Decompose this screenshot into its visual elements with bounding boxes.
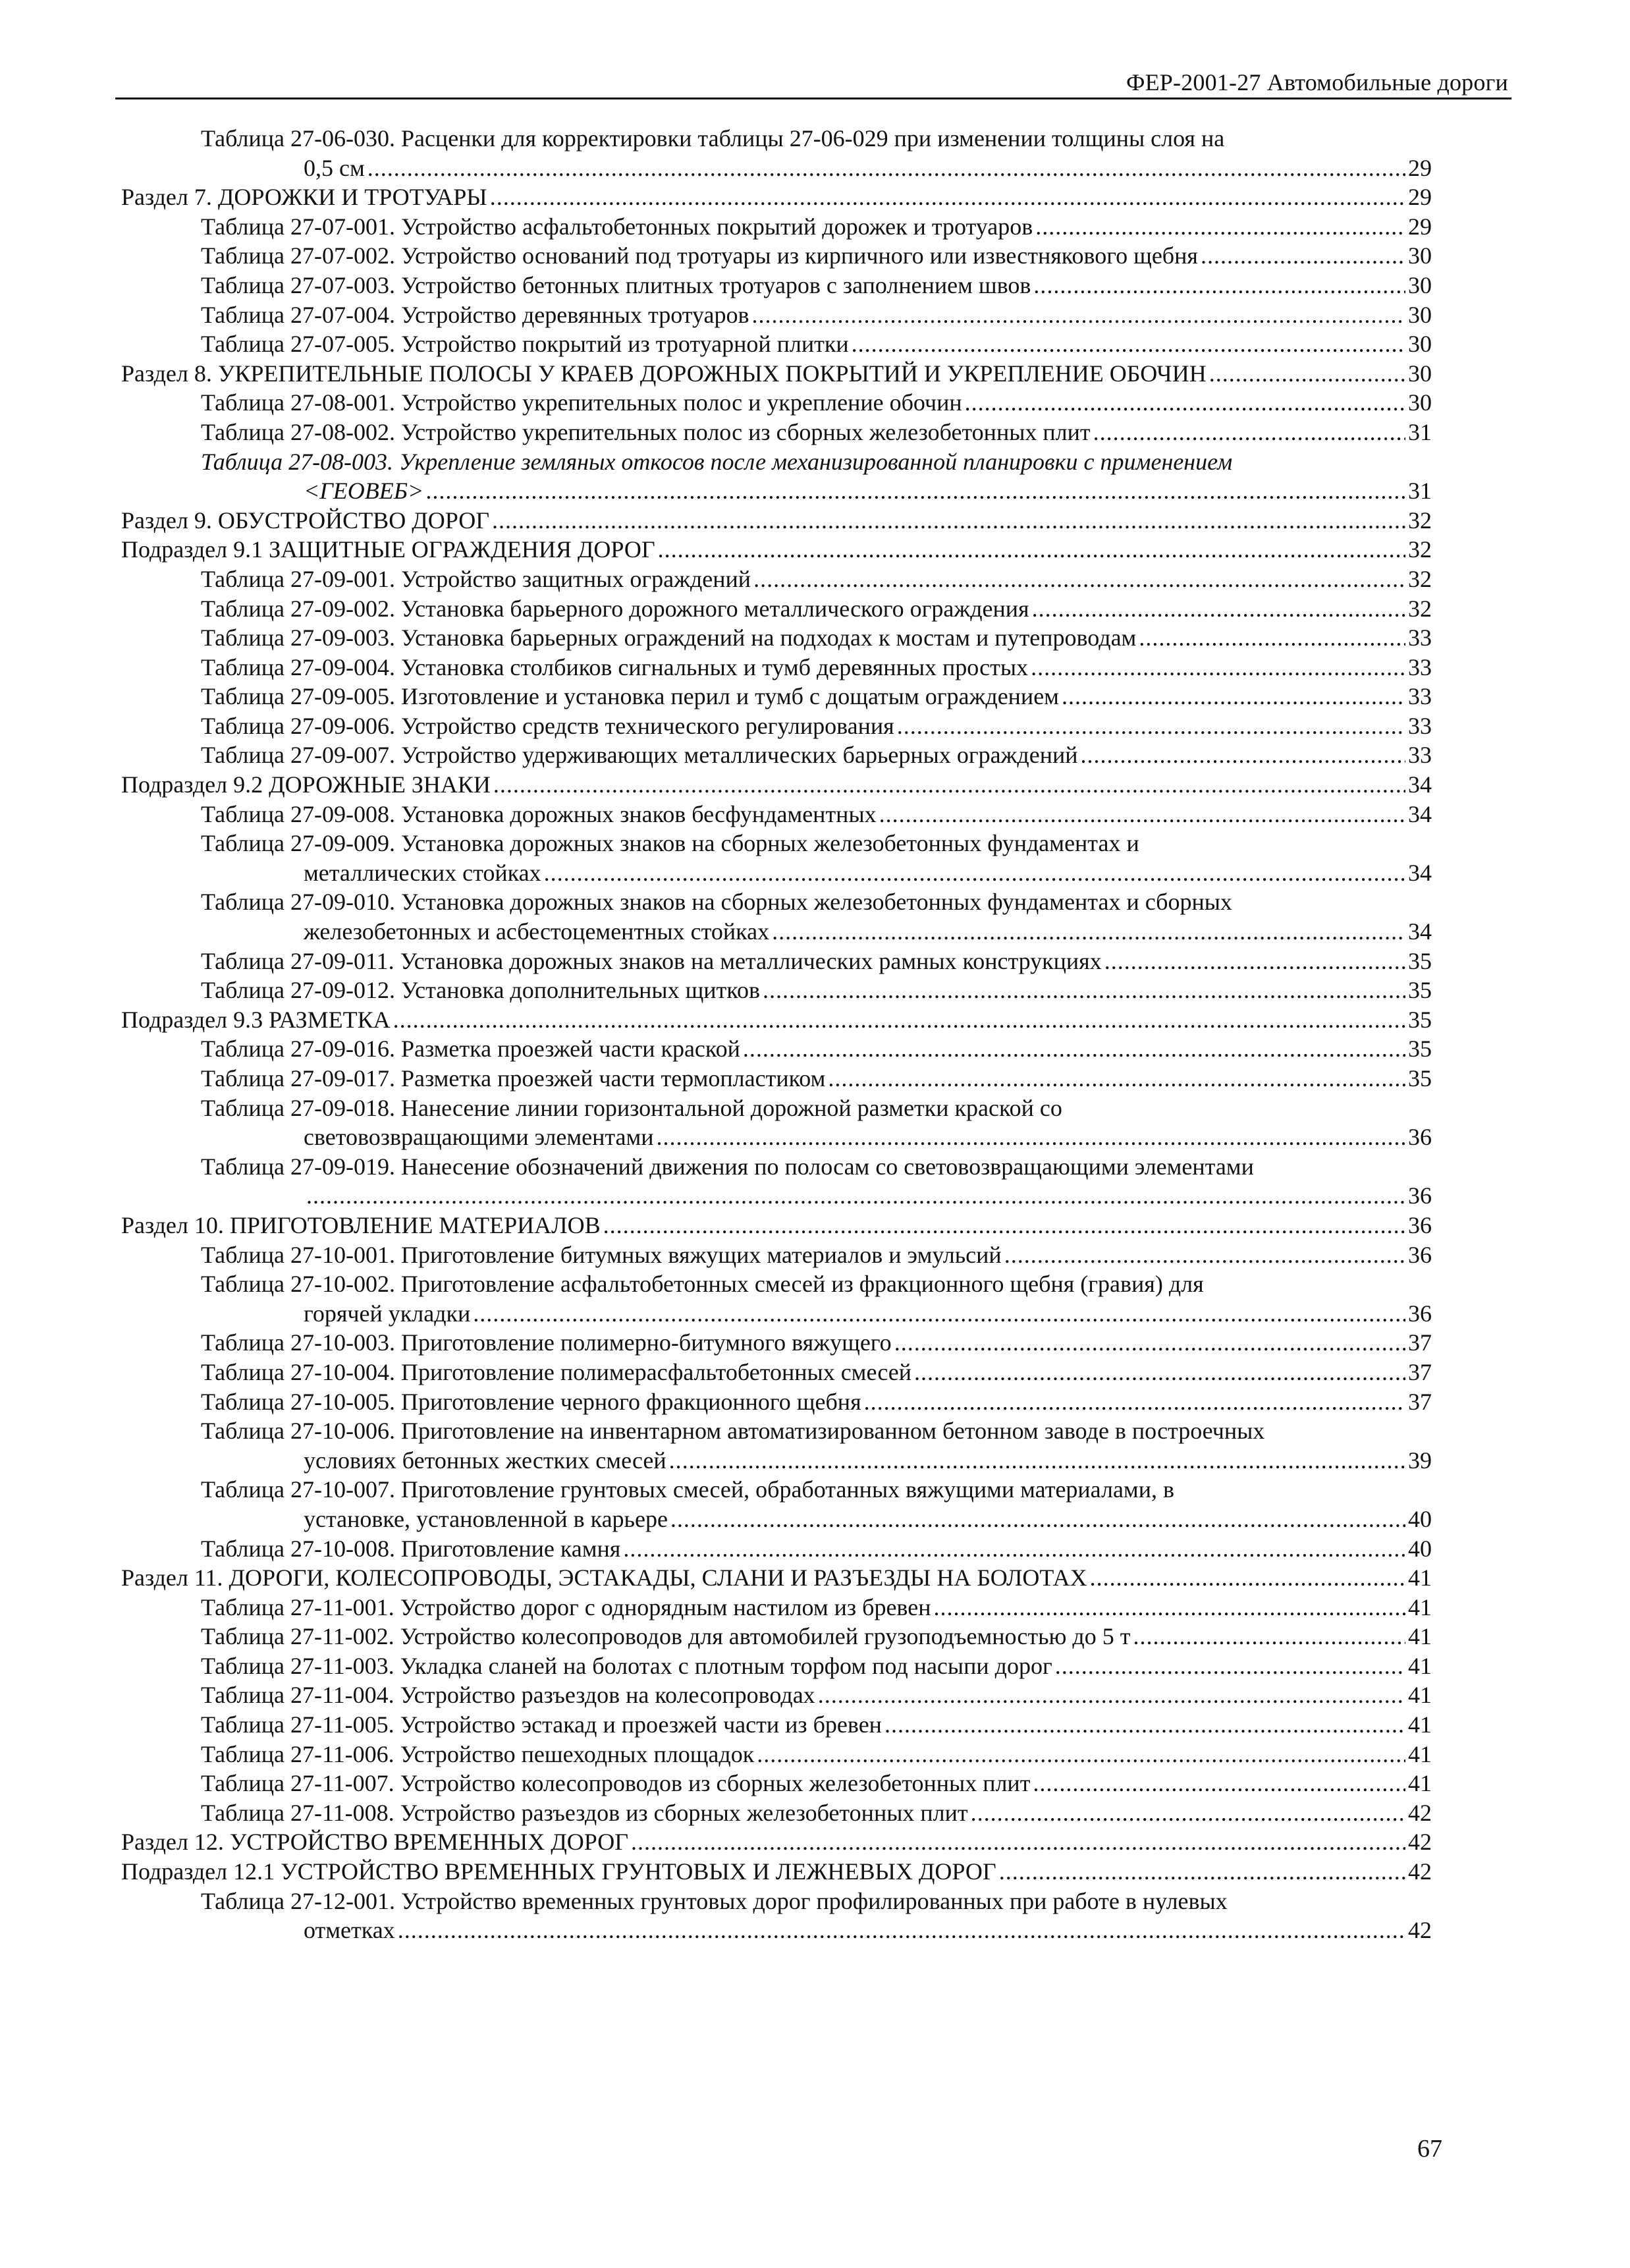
toc-entry-line xyxy=(201,1034,1432,1064)
toc-table-entry xyxy=(121,124,1432,182)
toc-entry-title: Подраздел 9.3 РАЗМЕТКА xyxy=(121,1006,391,1033)
toc-entry-title-line: Таблица 27-09-018. Нанесение линии горизонтальной дорожной разметки краской со xyxy=(201,1094,1062,1121)
toc-table-entry xyxy=(121,682,1432,711)
dot-leader xyxy=(1093,418,1405,447)
toc-page-number: 31 xyxy=(1408,478,1432,505)
toc-entry-title: Таблица 27-11-004. Устройство разъездов на колесопроводах xyxy=(201,1682,815,1709)
toc-page-number: 34 xyxy=(1408,859,1432,886)
toc-entry-title: Таблица 27-09-012. Установка дополнительных щитков xyxy=(201,977,760,1004)
toc-subsection-entry xyxy=(121,1857,1432,1887)
toc-entry-line xyxy=(121,1211,1432,1240)
dot-leader xyxy=(1033,271,1405,300)
toc-page-number: 42 xyxy=(1408,1829,1432,1856)
dot-leader xyxy=(493,770,1405,800)
toc-table-entry xyxy=(121,740,1432,770)
toc-entry-line xyxy=(201,418,1432,447)
toc-entry-title: Таблица 27-11-008. Устройство разъездов из сборных железобетонных плит xyxy=(201,1799,968,1826)
toc-page-number: 29 xyxy=(1408,154,1432,181)
toc-entry-title: Таблица 27-09-004. Установка столбиков сигнальных и тумб деревянных простых xyxy=(201,653,1029,680)
toc-entry-title: Таблица 27-09-016. Разметка проезжей части краской xyxy=(201,1036,740,1063)
toc-page-number: 42 xyxy=(1408,1917,1432,1944)
toc-table-entry xyxy=(121,1034,1432,1064)
toc-entry-line xyxy=(201,1651,1432,1681)
toc-entry-title: Таблица 27-07-004. Устройство деревянных тротуаров xyxy=(201,301,749,328)
toc-subsection-entry xyxy=(121,1005,1432,1035)
toc-table-entry xyxy=(121,1740,1432,1769)
toc-page-number: 30 xyxy=(1408,389,1432,416)
dot-leader xyxy=(1090,1563,1405,1593)
toc-table-entry xyxy=(121,447,1432,506)
toc-page-number: 41 xyxy=(1408,1740,1432,1767)
toc-page-number: 42 xyxy=(1408,1858,1432,1885)
toc-table-entry xyxy=(121,1651,1432,1681)
toc-page-number: 37 xyxy=(1408,1329,1432,1356)
dot-leader xyxy=(852,329,1405,359)
toc-page-number: 41 xyxy=(1408,1652,1432,1679)
toc-entry-line xyxy=(201,917,1432,947)
toc-page-number: 39 xyxy=(1408,1447,1432,1474)
toc-entry-title: Таблица 27-08-002. Устройство укрепительных полос из сборных железобетонных плит xyxy=(201,418,1091,445)
toc-table-entry xyxy=(121,565,1432,594)
toc-table-entry xyxy=(121,212,1432,242)
toc-entry-title: отметках xyxy=(304,1917,395,1944)
toc-entry-title-line: Таблица 27-09-010. Установка дорожных знаков на сборных железобетонных фундаментах и сборных xyxy=(201,889,1232,916)
toc-page-number: 33 xyxy=(1408,712,1432,739)
toc-page-number: 41 xyxy=(1408,1711,1432,1738)
toc-entry-title: Таблица 27-09-008. Установка дорожных знаков бесфундаментных xyxy=(201,800,877,827)
toc-entry-line xyxy=(201,1122,1432,1152)
toc-page-number: 30 xyxy=(1408,242,1432,269)
toc-entry-line xyxy=(201,1593,1432,1622)
dot-leader xyxy=(306,1181,1405,1211)
toc-entry-title-line: Таблица 27-10-006. Приготовление на инвентарном автоматизированном бетонном заводе в построечных xyxy=(201,1418,1265,1445)
toc-section-entry xyxy=(121,1827,1432,1857)
toc-subsection-entry xyxy=(121,535,1432,565)
toc-entry-title: железобетонных и асбестоцементных стойках xyxy=(304,918,770,945)
dot-leader xyxy=(1201,241,1405,271)
dot-leader xyxy=(1035,212,1405,242)
toc-page-number: 32 xyxy=(1408,565,1432,592)
toc-entry-title: Таблица 27-11-006. Устройство пешеходных площадок xyxy=(201,1740,755,1767)
toc-table-entry xyxy=(121,1622,1432,1651)
toc-entry-title: Таблица 27-11-005. Устройство эстакад и проезжей части из бревен xyxy=(201,1711,882,1738)
toc-table-entry xyxy=(121,594,1432,624)
toc-entry-title-line: Таблица 27-12-001. Устройство временных грунтовых дорог профилированных при работе в нулевых xyxy=(201,1887,1228,1914)
toc-table-entry xyxy=(121,800,1432,829)
toc-entry-line xyxy=(201,1387,1432,1417)
dot-leader xyxy=(492,506,1405,536)
dot-leader xyxy=(367,153,1405,183)
toc-entry-line xyxy=(201,1299,1432,1329)
toc-entry-line xyxy=(201,800,1432,829)
toc-entry-line xyxy=(201,1710,1432,1740)
toc-table-entry xyxy=(121,329,1432,359)
dot-leader xyxy=(1104,947,1405,976)
toc-table-entry xyxy=(121,1710,1432,1740)
dot-leader xyxy=(933,1593,1405,1622)
toc-table-entry xyxy=(121,829,1432,887)
toc-page-number: 32 xyxy=(1408,507,1432,534)
toc-table-entry xyxy=(121,1416,1432,1475)
toc-page-number: 33 xyxy=(1408,742,1432,769)
toc-page-number: 37 xyxy=(1408,1358,1432,1385)
toc-entry-line xyxy=(201,1680,1432,1710)
dot-leader xyxy=(1031,653,1405,682)
dot-leader xyxy=(623,1534,1405,1564)
toc-entry-title-line: Таблица 27-09-009. Установка дорожных знаков на сборных железобетонных фундаментах и xyxy=(201,830,1139,857)
toc-entry-line xyxy=(201,1505,1432,1534)
dot-leader xyxy=(752,300,1405,330)
toc-page-number: 36 xyxy=(1408,1211,1432,1238)
toc-entry-title: Таблица 27-11-001. Устройство дорог с однорядным настилом из бревен xyxy=(201,1593,931,1620)
toc-entry-title: Таблица 27-07-001. Устройство асфальтобетонных покрытий дорожек и тротуаров xyxy=(201,213,1033,240)
dot-leader xyxy=(818,1680,1405,1710)
toc-entry-title: металлических стойках xyxy=(304,859,541,886)
toc-entry-line xyxy=(201,653,1432,682)
toc-table-entry xyxy=(121,1475,1432,1534)
page-number: 67 xyxy=(1417,2135,1442,2163)
toc-page-number: 41 xyxy=(1408,1593,1432,1620)
toc-entry-title: Таблица 27-09-006. Устройство средств технического регулирования xyxy=(201,712,894,739)
dot-leader xyxy=(879,800,1405,829)
toc-entry-title: Таблица 27-09-011. Установка дорожных знаков на металлических рамных конструкциях xyxy=(201,947,1102,974)
toc-page-number: 35 xyxy=(1408,1036,1432,1063)
table-of-contents xyxy=(121,124,1432,1945)
toc-table-entry xyxy=(121,947,1432,976)
toc-table-entry xyxy=(121,1358,1432,1387)
toc-entry-line xyxy=(201,594,1432,624)
toc-page-number: 40 xyxy=(1408,1535,1432,1562)
toc-entry-line xyxy=(201,1798,1432,1828)
toc-table-entry xyxy=(121,623,1432,653)
dot-leader xyxy=(1133,1622,1405,1651)
toc-entry-title: Таблица 27-10-004. Приготовление полимерасфальтобетонных смесей xyxy=(201,1358,911,1385)
toc-page-number: 29 xyxy=(1408,213,1432,240)
toc-table-entry xyxy=(121,711,1432,741)
toc-page-number: 41 xyxy=(1408,1623,1432,1650)
toc-entry-title: условиях бетонных жестких смесей xyxy=(304,1447,666,1474)
toc-table-entry xyxy=(121,1064,1432,1093)
toc-table-entry xyxy=(121,1240,1432,1270)
toc-entry-line xyxy=(201,711,1432,741)
toc-page-number: 41 xyxy=(1408,1682,1432,1709)
toc-page-number: 31 xyxy=(1408,418,1432,445)
toc-entry-title: установке, установленной в карьере xyxy=(304,1505,668,1532)
toc-table-entry xyxy=(121,388,1432,418)
toc-table-entry xyxy=(121,1093,1432,1152)
toc-table-entry xyxy=(121,1593,1432,1622)
toc-page-number: 36 xyxy=(1408,1182,1432,1209)
dot-leader xyxy=(828,1064,1405,1093)
dot-leader xyxy=(398,1916,1405,1945)
toc-entry-title: световозвращающими элементами xyxy=(304,1124,654,1151)
dot-leader xyxy=(1032,594,1405,624)
dot-leader xyxy=(544,858,1405,888)
dot-leader xyxy=(669,1446,1405,1476)
dot-leader xyxy=(999,1857,1405,1887)
dot-leader xyxy=(426,476,1405,506)
toc-table-entry xyxy=(121,1534,1432,1564)
dot-leader xyxy=(1209,359,1405,389)
toc-entry-line xyxy=(201,1622,1432,1651)
toc-entry-title: Раздел 11. ДОРОГИ, КОЛЕСОПРОВОДЫ, ЭСТАКАДЫ, СЛАНИ И РАЗЪЕЗДЫ НА БОЛОТАХ xyxy=(121,1564,1087,1591)
toc-entry-line xyxy=(121,1827,1432,1857)
toc-section-entry xyxy=(121,182,1432,212)
toc-entry-title: <ГЕОВЕБ> xyxy=(304,478,424,505)
dot-leader xyxy=(1081,740,1405,770)
toc-page-number: 36 xyxy=(1408,1300,1432,1327)
toc-page-number: 35 xyxy=(1408,947,1432,974)
toc-entry-title: Таблица 27-09-001. Устройство защитных ограждений xyxy=(201,565,751,592)
dot-leader xyxy=(743,1034,1405,1064)
toc-page-number: 42 xyxy=(1408,1799,1432,1826)
dot-leader xyxy=(753,565,1405,594)
toc-page-number: 33 xyxy=(1408,683,1432,710)
toc-page-number: 30 xyxy=(1408,301,1432,328)
toc-entry-line xyxy=(201,1740,1432,1769)
toc-page-number: 29 xyxy=(1408,184,1432,211)
toc-table-entry xyxy=(121,1887,1432,1945)
toc-entry-line xyxy=(201,682,1432,711)
toc-table-entry xyxy=(121,653,1432,682)
toc-entry-title: Таблица 27-09-005. Изготовление и установка перил и тумб с дощатым ограждением xyxy=(201,683,1059,710)
toc-entry-title-line: Таблица 27-06-030. Расценки для корректировки таблицы 27-06-029 при изменении толщины слоя на xyxy=(201,125,1225,152)
toc-page-number: 34 xyxy=(1408,800,1432,827)
toc-entry-title: Таблица 27-09-002. Установка барьерного дорожного металлического ограждения xyxy=(201,595,1029,622)
toc-entry-title: Раздел 12. УСТРОЙСТВО ВРЕМЕННЫХ ДОРОГ xyxy=(121,1829,629,1856)
toc-table-entry xyxy=(121,887,1432,946)
toc-entry-title: горячей укладки xyxy=(304,1300,471,1327)
dot-leader xyxy=(670,1505,1405,1534)
toc-entry-title: 0,5 см xyxy=(304,154,365,181)
toc-entry-line xyxy=(201,212,1432,242)
toc-entry-title: Таблица 27-07-003. Устройство бетонных плитных тротуаров с заполнением швов xyxy=(201,271,1031,298)
toc-table-entry xyxy=(121,1328,1432,1358)
toc-page-number: 35 xyxy=(1408,1006,1432,1033)
toc-entry-line xyxy=(121,770,1432,800)
toc-entry-title-line: Таблица 27-10-007. Приготовление грунтовых смесей, обработанных вяжущими материалами, в xyxy=(201,1476,1174,1503)
toc-table-entry xyxy=(121,418,1432,447)
toc-page-number: 35 xyxy=(1408,1065,1432,1092)
toc-entry-line xyxy=(201,740,1432,770)
dot-leader xyxy=(657,1122,1405,1152)
toc-entry-line xyxy=(121,506,1432,536)
dot-leader xyxy=(658,535,1405,565)
dot-leader xyxy=(1033,1769,1405,1798)
toc-page-number: 34 xyxy=(1408,918,1432,945)
toc-page-number: 32 xyxy=(1408,536,1432,563)
toc-entry-line xyxy=(201,300,1432,330)
toc-page-number: 30 xyxy=(1408,271,1432,298)
toc-table-entry xyxy=(121,1680,1432,1710)
toc-page-number: 36 xyxy=(1408,1124,1432,1151)
toc-table-entry xyxy=(121,300,1432,330)
dot-leader xyxy=(757,1740,1405,1769)
toc-entry-title: Раздел 9. ОБУСТРОЙСТВО ДОРОГ xyxy=(121,507,490,534)
dot-leader xyxy=(884,1710,1405,1740)
toc-page-number: 33 xyxy=(1408,624,1432,651)
toc-entry-title: Таблица 27-09-017. Разметка проезжей части термопластиком xyxy=(201,1065,826,1092)
toc-entry-title: Раздел 8. УКРЕПИТЕЛЬНЫЕ ПОЛОСЫ У КРАЕВ ДОРОЖНЫХ ПОКРЫТИЙ И УКРЕПЛЕНИЕ ОБОЧИН xyxy=(121,360,1207,387)
dot-leader xyxy=(631,1827,1405,1857)
toc-page-number: 37 xyxy=(1408,1388,1432,1415)
toc-entry-line xyxy=(121,359,1432,389)
dot-leader xyxy=(914,1358,1405,1387)
dot-leader xyxy=(1062,682,1405,711)
toc-entry-line xyxy=(201,329,1432,359)
toc-entry-title: Таблица 27-10-003. Приготовление полимерно-битумного вяжущего xyxy=(201,1329,892,1356)
toc-entry-line xyxy=(201,388,1432,418)
toc-entry-line xyxy=(201,1240,1432,1270)
toc-entry-line xyxy=(201,153,1432,183)
toc-table-entry xyxy=(121,1798,1432,1828)
toc-entry-line xyxy=(201,1328,1432,1358)
toc-page-number: 41 xyxy=(1408,1564,1432,1591)
toc-entry-line xyxy=(201,1446,1432,1476)
toc-entry-line xyxy=(201,1916,1432,1945)
toc-entry-line xyxy=(201,976,1432,1005)
toc-entry-line xyxy=(201,1064,1432,1093)
toc-entry-title: Таблица 27-07-005. Устройство покрытий из тротуарной плитки xyxy=(201,331,849,358)
toc-page-number: 33 xyxy=(1408,653,1432,680)
toc-entry-title: Таблица 27-09-007. Устройство удерживающих металлических барьерных ограждений xyxy=(201,742,1078,769)
running-header: ФЕР-2001-27 Автомобильные дороги xyxy=(1126,69,1508,96)
toc-table-entry xyxy=(121,241,1432,271)
toc-table-entry xyxy=(121,1387,1432,1417)
toc-section-entry xyxy=(121,1211,1432,1240)
dot-leader xyxy=(864,1387,1405,1417)
toc-entry-line xyxy=(201,1181,1432,1211)
toc-page-number: 41 xyxy=(1408,1770,1432,1797)
toc-entry-line xyxy=(201,565,1432,594)
toc-entry-line xyxy=(121,182,1432,212)
toc-entry-title: Таблица 27-10-005. Приготовление черного фракционного щебня xyxy=(201,1388,861,1415)
toc-entry-line xyxy=(201,947,1432,976)
toc-entry-line xyxy=(201,1769,1432,1798)
dot-leader xyxy=(897,711,1405,741)
toc-entry-title-line: Таблица 27-08-003. Укрепление земляных откосов после механизированной планировки с применением xyxy=(201,448,1233,475)
toc-entry-line xyxy=(201,1358,1432,1387)
toc-entry-title: Таблица 27-11-007. Устройство колесопроводов из сборных железобетонных плит xyxy=(201,1770,1031,1797)
toc-entry-title: Подраздел 12.1 УСТРОЙСТВО ВРЕМЕННЫХ ГРУНТОВЫХ И ЛЕЖНЕВЫХ ДОРОГ xyxy=(121,1858,996,1885)
dot-leader xyxy=(1055,1651,1405,1681)
toc-entry-line xyxy=(201,241,1432,271)
toc-entry-line xyxy=(121,1005,1432,1035)
toc-table-entry xyxy=(121,1152,1432,1211)
toc-section-entry xyxy=(121,506,1432,536)
dot-leader xyxy=(971,1798,1405,1828)
toc-table-entry xyxy=(121,271,1432,300)
toc-table-entry xyxy=(121,1769,1432,1798)
toc-entry-title: Таблица 27-11-002. Устройство колесопроводов для автомобилей грузоподъемностью до 5 т xyxy=(201,1623,1131,1650)
toc-entry-title: Таблица 27-10-008. Приготовление камня xyxy=(201,1535,621,1562)
dot-leader xyxy=(1004,1240,1405,1270)
toc-entry-title: Подраздел 9.1 ЗАЩИТНЫЕ ОГРАЖДЕНИЯ ДОРОГ xyxy=(121,536,655,563)
dot-leader xyxy=(393,1005,1405,1035)
dot-leader xyxy=(473,1299,1405,1329)
toc-entry-line xyxy=(201,271,1432,300)
dot-leader xyxy=(772,917,1405,947)
toc-page-number: 35 xyxy=(1408,977,1432,1004)
toc-entry-line xyxy=(201,623,1432,653)
dot-leader xyxy=(1139,623,1405,653)
toc-entry-title-line: Таблица 27-09-019. Нанесение обозначений движения по полосам со световозвращающими элементами xyxy=(201,1153,1254,1180)
toc-table-entry xyxy=(121,976,1432,1005)
toc-entry-line xyxy=(121,1563,1432,1593)
toc-entry-line xyxy=(121,1857,1432,1887)
dot-leader xyxy=(603,1211,1405,1240)
dot-leader xyxy=(763,976,1405,1005)
toc-table-entry xyxy=(121,1269,1432,1328)
dot-leader xyxy=(965,388,1405,418)
toc-entry-title: Таблица 27-07-002. Устройство оснований под тротуары из кирпичного или известнякового щебня xyxy=(201,242,1198,269)
toc-entry-title: Таблица 27-09-003. Установка барьерных ограждений на подходах к мостам и путепроводам xyxy=(201,624,1137,651)
toc-page-number: 36 xyxy=(1408,1241,1432,1268)
toc-subsection-entry xyxy=(121,770,1432,800)
toc-entry-line xyxy=(121,535,1432,565)
header-rule xyxy=(115,97,1511,99)
toc-entry-title-line: Таблица 27-10-002. Приготовление асфальтобетонных смесей из фракционного щебня (гравия) для xyxy=(201,1271,1204,1298)
dot-leader xyxy=(894,1328,1405,1358)
toc-entry-title: Раздел 7. ДОРОЖКИ И ТРОТУАРЫ xyxy=(121,184,487,211)
toc-section-entry xyxy=(121,1563,1432,1593)
toc-entry-title: Таблица 27-08-001. Устройство укрепительных полос и укрепление обочин xyxy=(201,389,962,416)
toc-entry-title: Таблица 27-11-003. Укладка сланей на болотах с плотным торфом под насыпи дорог xyxy=(201,1652,1052,1679)
toc-page-number: 34 xyxy=(1408,771,1432,798)
toc-section-entry xyxy=(121,359,1432,389)
toc-entry-line xyxy=(201,858,1432,888)
toc-page-number: 40 xyxy=(1408,1505,1432,1532)
toc-entry-title: Подраздел 9.2 ДОРОЖНЫЕ ЗНАКИ xyxy=(121,771,491,798)
toc-entry-line xyxy=(201,476,1432,506)
toc-page-number: 32 xyxy=(1408,595,1432,622)
toc-entry-title: Раздел 10. ПРИГОТОВЛЕНИЕ МАТЕРИАЛОВ xyxy=(121,1211,601,1238)
toc-entry-title: Таблица 27-10-001. Приготовление битумных вяжущих материалов и эмульсий xyxy=(201,1241,1002,1268)
toc-page-number: 30 xyxy=(1408,331,1432,358)
toc-entry-line xyxy=(201,1534,1432,1564)
dot-leader xyxy=(490,182,1405,212)
toc-page-number: 30 xyxy=(1408,360,1432,387)
